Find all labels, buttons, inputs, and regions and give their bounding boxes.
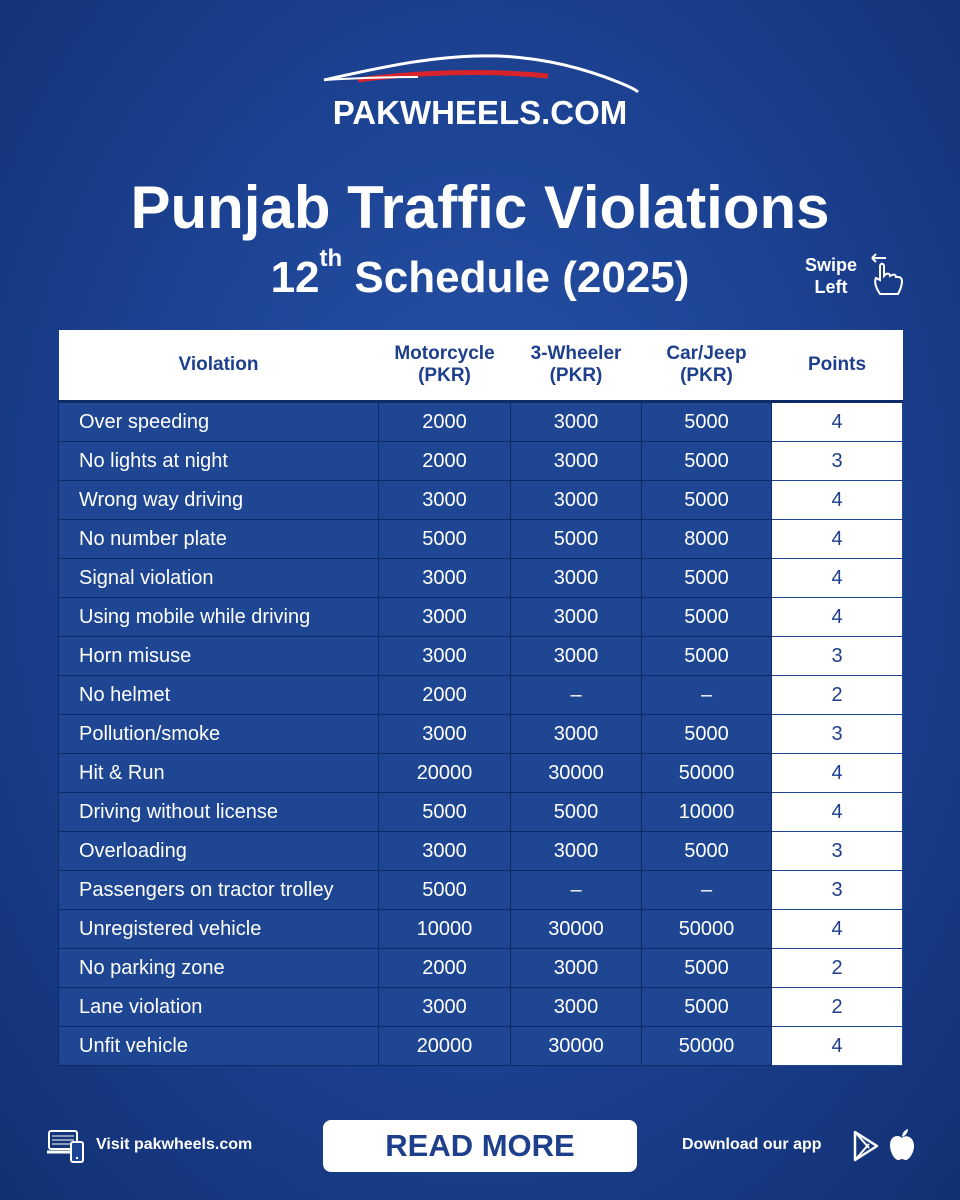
violation-cell: Hit & Run bbox=[59, 754, 379, 793]
violations-table bbox=[58, 330, 903, 1066]
visit-website-link[interactable] bbox=[46, 1128, 253, 1164]
car-jeep-fine-cell: 5000 bbox=[642, 949, 772, 988]
car-jeep-fine-cell: 8000 bbox=[642, 520, 772, 559]
points-cell: 2 bbox=[772, 676, 903, 715]
table-row bbox=[59, 442, 903, 481]
table-row bbox=[59, 910, 903, 949]
violation-cell: Unregistered vehicle bbox=[59, 910, 379, 949]
header-violation: Violation bbox=[59, 330, 379, 402]
3-wheeler-fine-cell: 3000 bbox=[511, 559, 642, 598]
violation-cell: Horn misuse bbox=[59, 637, 379, 676]
table-row bbox=[59, 1027, 903, 1066]
motorcycle-fine-cell: 3000 bbox=[379, 637, 511, 676]
table-row bbox=[59, 871, 903, 910]
3-wheeler-fine-cell: 5000 bbox=[511, 793, 642, 832]
car-jeep-fine-cell: 5000 bbox=[642, 715, 772, 754]
header-motorcycle-label: Motorcycle bbox=[394, 343, 495, 364]
table-row bbox=[59, 481, 903, 520]
violation-cell: Over speeding bbox=[59, 402, 379, 442]
points-cell: 3 bbox=[772, 832, 903, 871]
motorcycle-fine-cell: 3000 bbox=[379, 715, 511, 754]
motorcycle-fine-cell: 2000 bbox=[379, 949, 511, 988]
subtitle-number: 12 bbox=[270, 253, 320, 302]
3-wheeler-fine-cell: 3000 bbox=[511, 402, 642, 442]
read-more-button[interactable]: READ MORE bbox=[323, 1120, 637, 1172]
header-motorcycle-unit: (PKR) bbox=[418, 365, 471, 386]
car-jeep-fine-cell: 5000 bbox=[642, 598, 772, 637]
3-wheeler-fine-cell: 3000 bbox=[511, 598, 642, 637]
3-wheeler-fine-cell: 3000 bbox=[511, 832, 642, 871]
header-3-wheeler-label: 3-Wheeler bbox=[530, 343, 622, 364]
points-cell: 4 bbox=[772, 754, 903, 793]
violation-cell: Passengers on tractor trolley bbox=[59, 871, 379, 910]
car-jeep-fine-cell: 5000 bbox=[642, 637, 772, 676]
car-jeep-fine-cell: 5000 bbox=[642, 559, 772, 598]
car-jeep-fine-cell: 5000 bbox=[642, 832, 772, 871]
play-store-icon[interactable] bbox=[852, 1130, 880, 1162]
table-row bbox=[59, 676, 903, 715]
header-car-jeep-unit: (PKR) bbox=[680, 365, 733, 386]
violation-cell: No helmet bbox=[59, 676, 379, 715]
3-wheeler-fine-cell: 3000 bbox=[511, 949, 642, 988]
apple-icon[interactable] bbox=[888, 1128, 916, 1162]
points-cell: 4 bbox=[772, 481, 903, 520]
points-cell: 3 bbox=[772, 442, 903, 481]
points-cell: 4 bbox=[772, 559, 903, 598]
points-cell: 4 bbox=[772, 598, 903, 637]
header-motorcycle bbox=[379, 330, 511, 402]
car-jeep-fine-cell: 50000 bbox=[642, 1027, 772, 1066]
3-wheeler-fine-cell: 30000 bbox=[511, 1027, 642, 1066]
violation-cell: No lights at night bbox=[59, 442, 379, 481]
header-3-wheeler bbox=[511, 330, 642, 402]
car-silhouette-icon bbox=[318, 50, 642, 96]
3-wheeler-fine-cell: 30000 bbox=[511, 910, 642, 949]
3-wheeler-fine-cell: 5000 bbox=[511, 520, 642, 559]
table-row bbox=[59, 754, 903, 793]
motorcycle-fine-cell: 20000 bbox=[379, 1027, 511, 1066]
table-row bbox=[59, 949, 903, 988]
car-jeep-fine-cell: 50000 bbox=[642, 910, 772, 949]
header-car-jeep bbox=[642, 330, 772, 402]
violation-cell: No parking zone bbox=[59, 949, 379, 988]
page-title: Punjab Traffic Violations bbox=[130, 174, 830, 241]
car-jeep-fine-cell: 5000 bbox=[642, 988, 772, 1027]
brand-name: PAKWHEELS.COM bbox=[332, 94, 628, 131]
points-cell: 4 bbox=[772, 910, 903, 949]
header-points: Points bbox=[772, 330, 903, 402]
motorcycle-fine-cell: 5000 bbox=[379, 871, 511, 910]
motorcycle-fine-cell: 2000 bbox=[379, 442, 511, 481]
car-jeep-fine-cell: 5000 bbox=[642, 442, 772, 481]
motorcycle-fine-cell: 5000 bbox=[379, 793, 511, 832]
motorcycle-fine-cell: 2000 bbox=[379, 402, 511, 442]
pakwheels-logo bbox=[0, 46, 960, 136]
swipe-label-1: Swipe bbox=[804, 255, 857, 275]
motorcycle-fine-cell: 10000 bbox=[379, 910, 511, 949]
points-cell: 4 bbox=[772, 1027, 903, 1066]
header-car-jeep-label: Car/Jeep bbox=[666, 343, 747, 364]
violation-cell: Signal violation bbox=[59, 559, 379, 598]
subtitle-text: Schedule (2025) bbox=[342, 253, 690, 302]
motorcycle-fine-cell: 3000 bbox=[379, 832, 511, 871]
3-wheeler-fine-cell: 3000 bbox=[511, 637, 642, 676]
subtitle-superscript: th bbox=[319, 245, 343, 272]
motorcycle-fine-cell: 3000 bbox=[379, 988, 511, 1027]
points-cell: 3 bbox=[772, 637, 903, 676]
swipe-hint bbox=[798, 254, 864, 298]
points-cell: 3 bbox=[772, 715, 903, 754]
swipe-label-2: Left bbox=[814, 277, 848, 297]
table-row bbox=[59, 598, 903, 637]
points-cell: 2 bbox=[772, 949, 903, 988]
motorcycle-fine-cell: 3000 bbox=[379, 481, 511, 520]
table-row bbox=[59, 988, 903, 1027]
car-jeep-fine-cell: 5000 bbox=[642, 481, 772, 520]
table-header-row bbox=[59, 330, 903, 402]
laptop-phone-icon bbox=[46, 1128, 86, 1164]
car-jeep-fine-cell: 10000 bbox=[642, 793, 772, 832]
3-wheeler-fine-cell: – bbox=[511, 871, 642, 910]
violation-cell: No number plate bbox=[59, 520, 379, 559]
table-row bbox=[59, 402, 903, 442]
visit-label: Visit pakwheels.com bbox=[96, 1136, 253, 1153]
table-row bbox=[59, 520, 903, 559]
violation-cell: Using mobile while driving bbox=[59, 598, 379, 637]
car-jeep-fine-cell: 50000 bbox=[642, 754, 772, 793]
motorcycle-fine-cell: 3000 bbox=[379, 559, 511, 598]
header-3-wheeler-unit: (PKR) bbox=[549, 365, 603, 386]
3-wheeler-fine-cell: 3000 bbox=[511, 481, 642, 520]
points-cell: 3 bbox=[772, 871, 903, 910]
violation-cell: Lane violation bbox=[59, 988, 379, 1027]
motorcycle-fine-cell: 3000 bbox=[379, 598, 511, 637]
points-cell: 2 bbox=[772, 988, 903, 1027]
3-wheeler-fine-cell: 3000 bbox=[511, 442, 642, 481]
table-row bbox=[59, 715, 903, 754]
violation-cell: Pollution/smoke bbox=[59, 715, 379, 754]
3-wheeler-fine-cell: 30000 bbox=[511, 754, 642, 793]
table-row bbox=[59, 832, 903, 871]
violation-cell: Overloading bbox=[59, 832, 379, 871]
points-cell: 4 bbox=[772, 520, 903, 559]
motorcycle-fine-cell: 2000 bbox=[379, 676, 511, 715]
points-cell: 4 bbox=[772, 402, 903, 442]
download-app-label: Download our app bbox=[682, 1136, 822, 1153]
motorcycle-fine-cell: 5000 bbox=[379, 520, 511, 559]
swipe-hand-icon bbox=[866, 252, 906, 298]
violation-cell: Unfit vehicle bbox=[59, 1027, 379, 1066]
motorcycle-fine-cell: 20000 bbox=[379, 754, 511, 793]
3-wheeler-fine-cell: – bbox=[511, 676, 642, 715]
car-jeep-fine-cell: – bbox=[642, 676, 772, 715]
violation-cell: Driving without license bbox=[59, 793, 379, 832]
3-wheeler-fine-cell: 3000 bbox=[511, 988, 642, 1027]
violation-cell: Wrong way driving bbox=[59, 481, 379, 520]
car-jeep-fine-cell: – bbox=[642, 871, 772, 910]
table-row bbox=[59, 793, 903, 832]
3-wheeler-fine-cell: 3000 bbox=[511, 715, 642, 754]
points-cell: 4 bbox=[772, 793, 903, 832]
car-jeep-fine-cell: 5000 bbox=[642, 402, 772, 442]
table-row bbox=[59, 559, 903, 598]
table-row bbox=[59, 637, 903, 676]
